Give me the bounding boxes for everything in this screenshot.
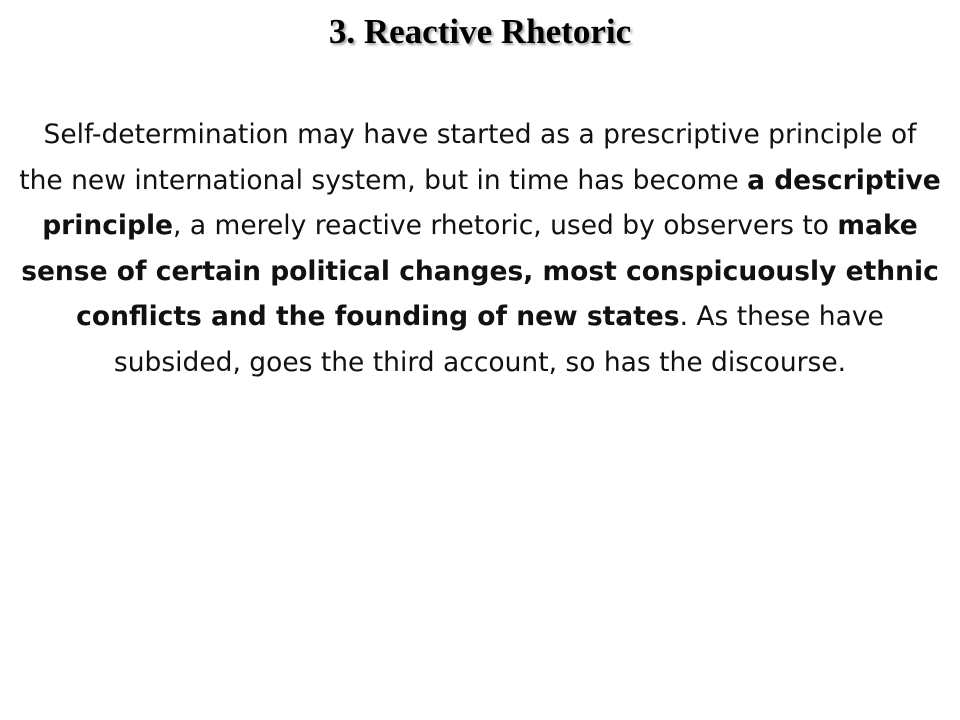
body-text-2: , a merely reactive rhetoric, used by observers to xyxy=(173,210,838,241)
body-bold-2: make sense of certain political changes, most conspicuously ethnic conflicts and the founding of new states xyxy=(21,210,939,332)
body-paragraph xyxy=(18,112,942,385)
body-text-3: . As these have subsided, goes the third account, so has the discourse. xyxy=(113,301,884,378)
slide-title: 3. Reactive Rhetoric xyxy=(328,12,632,51)
body-text-1: Self-determination may have started as a prescriptive principle of the new international system, but in time has become xyxy=(19,119,917,196)
body-bold-1: a descriptive principle xyxy=(42,164,941,241)
